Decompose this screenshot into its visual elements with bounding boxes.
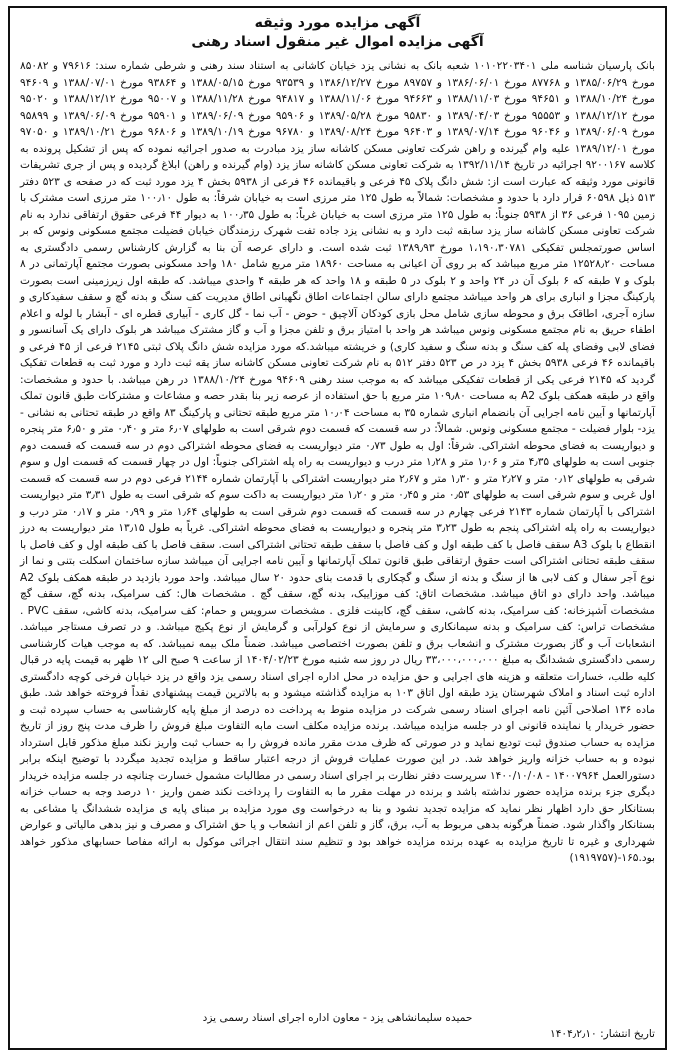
notice-footer (20, 1010, 655, 1042)
publish-date: تاریخ انتشار: ۱۴۰۴٫۲٫۱۰ (550, 1028, 655, 1040)
notice-body (20, 58, 655, 867)
signature-line: حمیده سلیمانشاهی یزد - معاون اداره اجرای اسناد رسمی یزد (202, 1012, 473, 1024)
notice-title-line1: آگهی مزایده مورد وثیقه (254, 15, 421, 31)
notice-page (8, 6, 667, 1050)
notice-title-line2: آگهی مزایده اموال غیر منقول اسناد رهنی (191, 34, 484, 50)
notice-paragraph: بانک پارسیان شناسه ملی ۱۰۱۰۲۲۰۳۴۰۱ شعبه بانک به نشانی یزد خیابان کاشانی به استناد سند رهنی و شرطی شماره سند: ۷۹۶۱۶ و ۸۵۰۸۲ مورخ ۱۳۸۵/۰۶/۲۹ و ۸۷۷۶۸ مورخ ۱۳۸۶/۰۶/۰۱ و ۸۹۷۵۷ مورخ ۱۳۸۶/۱۲/۲۷ و ۹۳۵۳۹ مورخ ۱۳۸۸/۰۵/۱۵ و ۹۳۸۶۴ مورخ ۱۳۸۸/۰۷/۰۱ و ۹۴۶۰۹ مورخ ۱۳۸۸/۱۰/۲۴ و ۹۴۶۵۱ مورخ ۱۳۸۸/۱۱/۰۳ و ۹۴۶۶۳ مورخ ۱۳۸۸/۱۱/۰۶ و ۹۴۸۱۷ مورخ ۱۳۸۸/۱۱/۲۸ و ۹۵۰۰۷ مورخ ۱۳۸۸/۱۲/۱۲ و ۹۵۰۲۰ مورخ ۱۳۸۸/۱۲/۱۲ و ۹۵۵۵۳ مورخ ۱۳۸۹/۰۴/۰۳ و ۹۵۸۳۰ مورخ ۱۳۸۹/۰۵/۲۸ و ۹۵۹۰۶ مورخ ۱۳۸۹/۰۶/۰۹ و ۹۵۹۰۱ مورخ ۱۳۸۹/۰۶/۰۹ و ۹۵۸۹۹ مورخ ۱۳۸۹/۰۶/۰۹ و ۹۶۰۴۶ مورخ ۱۳۸۹/۰۷/۱۴ و ۹۶۴۰۳ مورخ ۱۳۸۹/۰۸/۲۴ و ۹۶۷۸۰ مورخ ۱۳۸۹/۱۰/۱۹ و ۹۶۸۰۶ مورخ ۱۳۸۹/۱۰/۲۱ و ۹۷۰۵۰ مورخ ۱۳۸۹/۱۲/۰۱ علیه وام گیرنده و راهن شرکت تعاونی مسکن کاشانه ساز یزد مبادرت به صدور اجرائیه نموده که پس از تشکیل پرونده به کلاسه ۹۲۰۰۱۶۷ اجرائیه در تاریخ ۱۳۹۲/۱۱/۱۴ به شرکت تعاونی مسکن کاشانه ساز یزد (وام گیرنده و راهن) ابلاغ گردیده و پس از جری تشریفات قانونی مورد وثیقه که عبارت است از: شش دانگ پلاک ۴۵ فرعی و باقیمانده ۴۶ فرعی از ۵۹۳۸ بخش ۴ یزد مورد ثبت که در صفحه ی ۵۲۳ دفتر ۵۱۳ ذیل ۶۰۵۹۸ قرار دارد با حدود و مشخصات: شمالاً به طول ۱۲۵ متر مرزی است به خیابان شرقاً: به طول ۱۰۰٫۱۰ متر مرزی است مشترک با زمین ۱۰۹۵ فرعی ۳۶ از ۵۹۳۸ جنوباً: به طول ۱۲۵ متر مرزی است به خیابان غرباً: به طول ۱۰۰٫۳۵ به دیوار ۴۴ فرعی حقوق ارتفاقی ندارد به نام شرکت تعاونی مسکن کاشانه ساز یزد سابقه ثبت دارد و به نشانی یزد جاده تفت شهرک رزمندگان خیابان فضیلت مجتمع مسکونی ونوس که بر اساس صورتمجلس تفکیکی ۱،۱۹۰،۳۰۷۸۱ مورخ ۱۳۸۹٫۹۳ ثبت شده است. و دارای عرصه آن بنا به گزارش کارشناس رسمی دادگستری به مساحت ۱۲۵۲۸٫۲۰ متر مربع میباشد که بر روی آن اعیانی به مساحت ۱۸۹۶۰ متر مربع شامل ۱۸۰ واحد مسکونی بصورت مجتمع آپارتمانی در ۸ بلوک و ۷ طبقه که ۶ بلوک آن در ۲۴ واحد و ۲ بلوک در ۵ طبقه و ۱۸ واحد که هر طبقه ۴ واحدی میباشد. که طبقه اول زیرزمینی است بصورت پارکینگ مجزا و انباری برای هر واحد میباشد مجتمع دارای سالن اجتماعات اطاق نگهبانی اطاق مدیریت کف سنگ و بدنه گچ و سقف سفیدکاری و سازه آجری، اطاقک برق و محوطه سازی شامل محل بازی کودکان آلاچیق - حوض - آب نما - گل کاری - آبیاری قطره ای - آبشار با لوله و اعلام اطفاء حریق به نام مجتمع مسکونی ونوس میباشد هر واحد با امتیاز برق و تلفن مجزا و آب و گاز مشترک میباشد هر بلوک دارای یک آسانسور و فضای لابی وفضای پله کف سنگ و بدنه سنگ و سفید کاری) و خریشته میباشد.که مورد مزایده شش دانگ پلاک ثبتی ۲۱۴۵ فرعی از ۴۵ فرعی و باقیمانده ۴۶ فرعی ۵۹۳۸ بخش ۴ یزد در ص ۵۲۳ دفتر ۵۱۲ به نام شرکت تعاونی مسکن کاشانه ساز یقه ثبت دارد و مورد ثبت به قطعات تفکیک گردید که ۲۱۴۵ فرعی یکی از قطعات تفکیکی میباشد که به موجب سند رهنی ۹۴۶۰۹ مورخ ۱۳۸۸/۱۰/۲۴ در رهن میباشد. با حدود و مشخصات: واقع در طبقه همکف بلوک A2 به مساحت ۱۰۹٫۸۰ متر مربع با حق استفاده از عرصه زیر بنا بقدر حصه و مشاعات و مشترکات طبق قانون تملک آپارتمانها و آیین نامه اجرایی آن بانضمام انباری شماره ۳۵ به مساحت ۱۰٫۰۴ متر مربع طبقه تحتانی و پارکینگ ۸۳ واقع در طبقه تحتانی به نشانی - یزد- بلوار فضیلت - مجتمع مسکونی ونوس. شمالاً: در سه قسمت که قسمت دوم شرقی است به طولهای ۶٫۰۷ متر و ۰٫۴۰ متر و ۶٫۵۰ متر پنجره و دیواریست به فضای محوطه اشتراکی. شرقاً: اول به طول ۰٫۷۳ متر دیواریست به فضای محوطه اشتراکی دوم در سه قسمت که قسمت دوم جنوبی است به طولهای ۴٫۳۵ متر و ۱٫۰۶ متر و ۱٫۲۸ متر درب و دیواریست به راه پله اشتراکی جنوباً: اول در چهار قسمت که قسمت اول و سوم شرقی به طولهای ۰٫۱۲ متر و ۲٫۲۷ متر و ۱٫۳۰ متر و ۲٫۶۷ متر دیواریست اشتراکی با آپارتمان شماره ۲۱۴۴ فرعی دوم در سه قسمت که قسمت اول غربی و سوم شرقی است به طولهای ۰٫۵۳ متر و ۰٫۴۵ متر و ۱٫۲۰ متر دیواریست به داکت سوم که شرقی است به طول ۳٫۳۱ متر دیواریست اشتراکی با آپارتمان شماره ۲۱۴۳ فرعی چهارم در سه قسمت که قسمت دوم شرقی است به طولهای ۱٫۶۴ متر و ۰٫۹۹ متر و ۰٫۱۷ متر درب و دیواریست به راه پله اشتراکی پنجم به طول ۳٫۲۳ متر پنجره و دیواریست به فضای محوطه اشتراکی. غرباً به طول ۱۳٫۱۵ متر دیواریست به درز انقطاع با بلوک A3 سقف فاصل با کف طبقه اول و کف فاصل با سقف طبقه تحتانی اشتراکی است. سقف فاصل با کف طبقه اول و کف فاصل با سقف طبقه تحتانی اشتراکی است حقوق ارتفاقی طبق قانون تملک آپارتمانها و آیین نامه اجرایی آن میباشد سازه ساختمان اسکلت بتنی و نما از نوع آجر سفال و کف لابی ها از سنگ و بدنه از سنگ و گچکاری با قدمت بنای حدود ۲۰ سال میباشد. واحد مورد بازدید در طبقه همکف بلوک A2 میباشد. واحد دارای دو اتاق میباشد. مشخصات اتاق: کف موزاییک، بدنه گچ، سقف گچ . مشخصات هال: کف سرامیک، بدنه گچ، سقف گچ مشخصات آشپزخانه: کف سرامیک، بدنه کاشی، سقف گچ، کابینت فلزی . مشخصات سرویس و حمام: کف سرامیک، بدنه کاشی، سقف PVC . مشخصات تراس: کف سرامیک و بدنه سیمانکاری و سرمایش از نوع کولرآبی و گرمایش از نوع پکیج میباشد. و در تصرف مستاجر میباشد. انشعابات آب و گاز بصورت مشترک و انشعاب برق و تلفن بصورت اختصاصی میباشد. ضمناً ملک بیمه نمیباشد. که به موجب هیات کارشناسی رسمی دادگستری ششدانگ به مبلغ ۳۳،۰۰۰،۰۰۰،۰۰۰ ریال در روز سه شنبه مورخ ۱۴۰۴/۰۲/۲۳ از ساعت ۹ صبح الی ۱۲ ظهر به قیمت پایه در قبال کلیه طلب، خسارات متعلقه و هزینه های اجرایی و حق مزایده در محل اداره اجرای اسناد رسمی یزد واقع در یزد خیابان فرخی کوچه دادگستری اداره ثبت اسناد و املاک شهرستان یزد طبقه اول اتاق ۱۰۳ به مزایده گذاشته میشود و به بالاترین قیمت پیشنهادی نقداً فروخته خواهد شد. طبق ماده ۱۳۶ اصلاحی آئین نامه اجرای اسناد رسمی شرکت در مزایده منوط به پرداخت ده درصد از مبلغ پایه کارشناسی به حساب سپرده ثبت و حضور خریدار یا نماینده قانونی او در جلسه مزایده میباشد. برنده مزایده مکلف است مابه التفاوت مبلغ فروش را ظرف مدت پنج روز از تاریخ مزایده به حساب صندوق ثبت تودیع نماید و در صورتی که ظرف مدت مقرر مانده فروش را به حساب ثبت واریز نکند مبلغ مذکور قابل استرداد نبوده و به حساب خزانه واریز خواهد شد. در این صورت عملیات فروش از درجه اعتبار ساقط و مزایده تجدید میگردد با توضیح اینکه برابر دستورالعمل ۱۴۰۰۷۹۶۴ - ۱۴۰۰/۱۰/۰۸ سرپرست دفتر نظارت بر اجرای اسناد رسمی در مطالبات مشمول خسارت چنانچه در جلسه مزایده خریدار دیگری جزء برنده مزایده حضور نداشته باشد و برنده در مهلت مقرر ما به التفاوت را پرداخت نکند ضمن واریز ۱۰ درصد وجه به حساب خزانه بستانکار حق دارد اظهار نظر نماید که مزایده تجدید نشود و بنا به درخواست وی مورد مزایده بر مبنای پایه ی مزایده ششدانگ یا مشاعی به بستانکار واگذار شود. ضمناً هرگونه بدهی مربوط به آب، برق، گاز و تلفن اعم از انشعاب و یا حق اشتراک و مصرف و نیز بدهی مالیاتی و عوارض شهرداری و غیره تا تاریخ مزایده به عهده برنده مزایده خواهد بود و تنظیم سند انتقال اجرائی موکول به ارائه مفاصا حسابهای مذکور خواهد بود.۱۶۵-(۱۹۱۹۷۵۷) (20, 60, 656, 864)
